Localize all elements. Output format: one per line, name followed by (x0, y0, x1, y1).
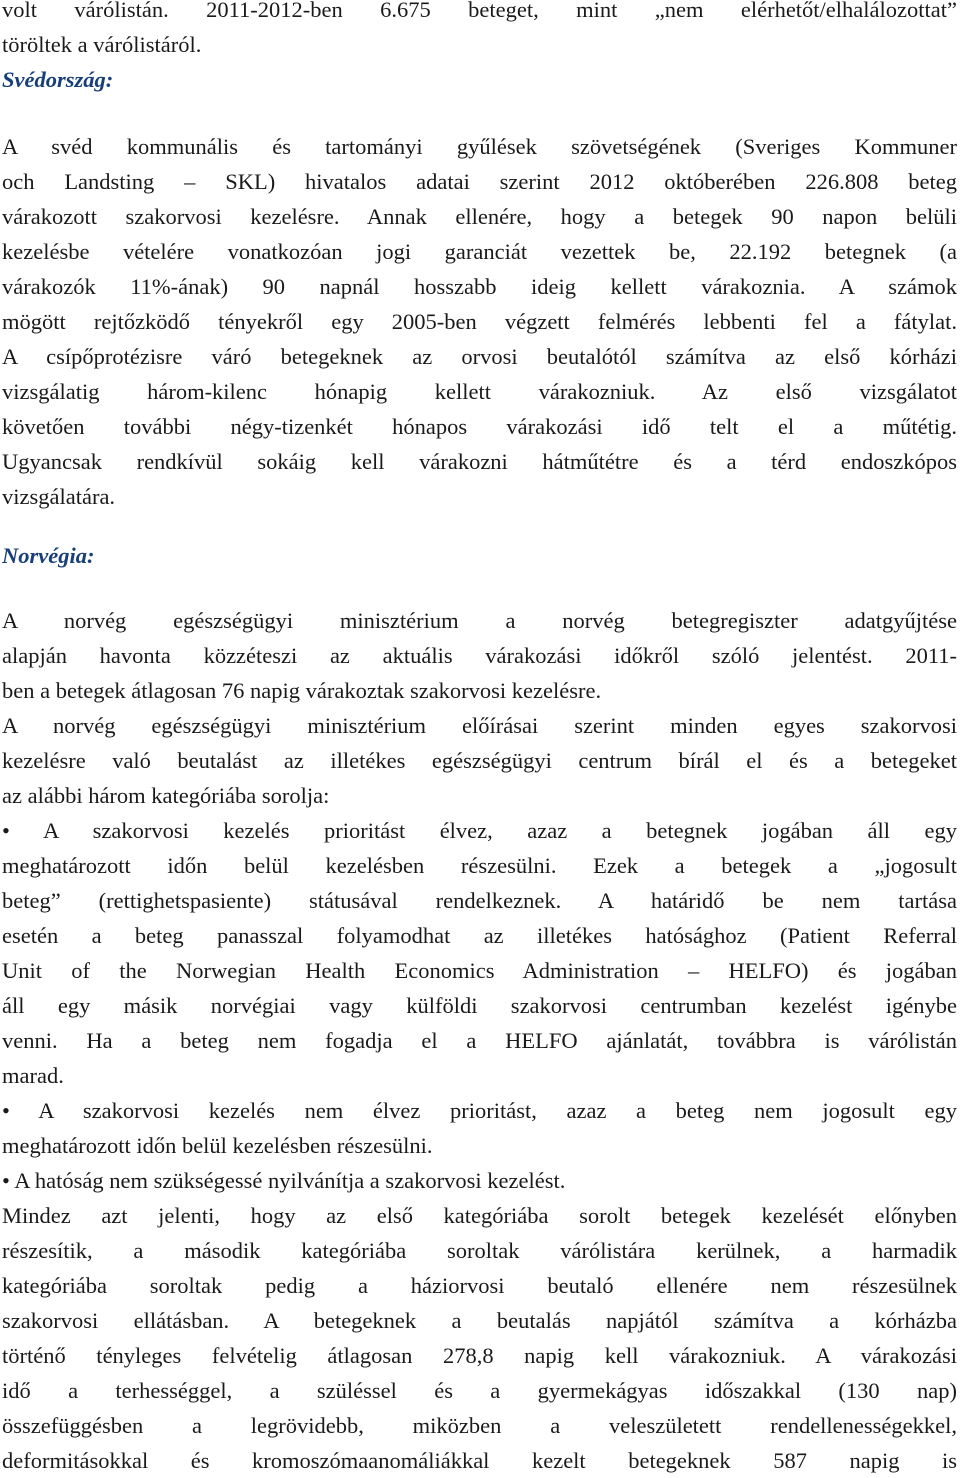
norway-paragraph-line: A norvég egészségügyi minisztérium előírásai szerint minden egyes szakorvosi (2, 713, 957, 738)
norway-paragraph-line: meghatározott időn belül kezelésben részesülni. (2, 1133, 433, 1158)
norway-paragraph-line: kategóriába soroltak pedig a háziorvosi beutaló ellenére nem részesülnek (2, 1273, 957, 1298)
norway-bullet-line: • A szakorvosi kezelés nem élvez prioritást, azaz a beteg nem jogosult egy (2, 1098, 957, 1123)
norway-paragraph-line: történő tényleges felvételig átlagosan 278,8 napig kell várakozniuk. A várakozási (2, 1343, 957, 1368)
norway-paragraph-line: marad. (2, 1063, 64, 1088)
norway-paragraph-line: alapján havonta közzéteszi az aktuális várakozási időkről szóló jelentést. 2011- (2, 643, 957, 668)
norway-paragraph-line: ben a betegek átlagosan 76 napig várakoztak szakorvosi kezelésre. (2, 678, 602, 703)
norway-paragraph-line: Unit of the Norwegian Health Economics Administration – HELFO) és jogában (2, 958, 957, 983)
norway-bullet-line: • A hatóság nem szükségessé nyilvánítja a szakorvosi kezelést. (2, 1168, 566, 1193)
norway-bullet-line: • A szakorvosi kezelés prioritást élvez, azaz a betegnek jogában áll egy (2, 818, 957, 843)
norway-paragraph-line: meghatározott időn belül kezelésben részesülni. Ezek a betegek a „jogosult (2, 853, 957, 878)
norway-paragraph-line: kezelésre való beutalást az illetékes egészségügyi centrum bírál el és a betegeket (2, 748, 957, 773)
sweden-paragraph-line: kezelésbe vételére vonatkozóan jogi garanciát vezettek be, 22.192 betegnek (a (2, 239, 957, 264)
norway-paragraph-line: részesítik, a második kategóriába soroltak várólistára kerülnek, a harmadik (2, 1238, 957, 1263)
norway-paragraph-line: deformitásokkal és kromoszómaanomáliákkal kezelt betegeknek 587 napig is (2, 1448, 957, 1473)
norway-paragraph-line: áll egy másik norvégiai vagy külföldi szakorvosi centrumban kezelést igénybe (2, 993, 957, 1018)
sweden-paragraph-line: várakozott szakorvosi kezelésre. Annak ellenére, hogy a betegek 90 napon belüli (2, 204, 957, 229)
norway-paragraph-line: összefüggésben a legrövidebb, miközben a veleszületett rendellenességekkel, (2, 1413, 957, 1438)
section-heading-norway: Norvégia: (2, 543, 95, 568)
sweden-paragraph-line: A svéd kommunális és tartományi gyűlések szövetségének (Sveriges Kommuner (2, 134, 957, 159)
norway-paragraph-line: A norvég egészségügyi minisztérium a norvég betegregiszter adatgyűjtése (2, 608, 957, 633)
norway-paragraph-line: beteg” (rettighetspasiente) státusával rendelkeznek. A határidő be nem tartása (2, 888, 957, 913)
norway-paragraph-line: idő a terhességgel, a szüléssel és a gyermekágyas időszakkal (130 nap) (2, 1378, 957, 1403)
intro-line-2: töröltek a várólistáról. (2, 32, 202, 57)
sweden-paragraph-line: Ugyancsak rendkívül sokáig kell várakozni hátműtétre és a térd endoszkópos (2, 449, 957, 474)
section-heading-sweden: Svédország: (2, 67, 114, 92)
sweden-paragraph-line: vizsgálatig három-kilenc hónapig kellett várakozniuk. Az első vizsgálatot (2, 379, 957, 404)
intro-line-1: volt várólistán. 2011-2012-ben 6.675 beteget, mint „nem elérhetőt/elhalálozottat” (2, 0, 957, 22)
sweden-paragraph-line: och Landsting – SKL) hivatalos adatai szerint 2012 októberében 226.808 beteg (2, 169, 957, 194)
sweden-paragraph-line: vizsgálatára. (2, 484, 116, 509)
norway-paragraph-line: az alábbi három kategóriába sorolja: (2, 783, 330, 808)
sweden-paragraph-line: mögött rejtőzködő tényekről egy 2005-ben végzett felmérés lebbenti fel a fátylat. (2, 309, 957, 334)
sweden-paragraph-line: várakozók 11%-ának) 90 napnál hosszabb ideig kellett várakoznia. A számok (2, 274, 957, 299)
norway-paragraph-line: Mindez azt jelenti, hogy az első kategóriába sorolt betegek kezelését előnyben (2, 1203, 957, 1228)
norway-paragraph-line: venni. Ha a beteg nem fogadja el a HELFO ajánlatát, továbbra is várólistán (2, 1028, 957, 1053)
norway-paragraph-line: esetén a beteg panasszal folyamodhat az illetékes hatósághoz (Patient Referral (2, 923, 957, 948)
norway-paragraph-line: szakorvosi ellátásban. A betegeknek a beutalás napjától számítva a kórházba (2, 1308, 957, 1333)
sweden-paragraph-line: A csípőprotézisre váró betegeknek az orvosi beutalótól számítva az első kórházi (2, 344, 957, 369)
sweden-paragraph-line: követően további négy-tizenkét hónapos várakozási idő telt el a műtétig. (2, 414, 957, 439)
